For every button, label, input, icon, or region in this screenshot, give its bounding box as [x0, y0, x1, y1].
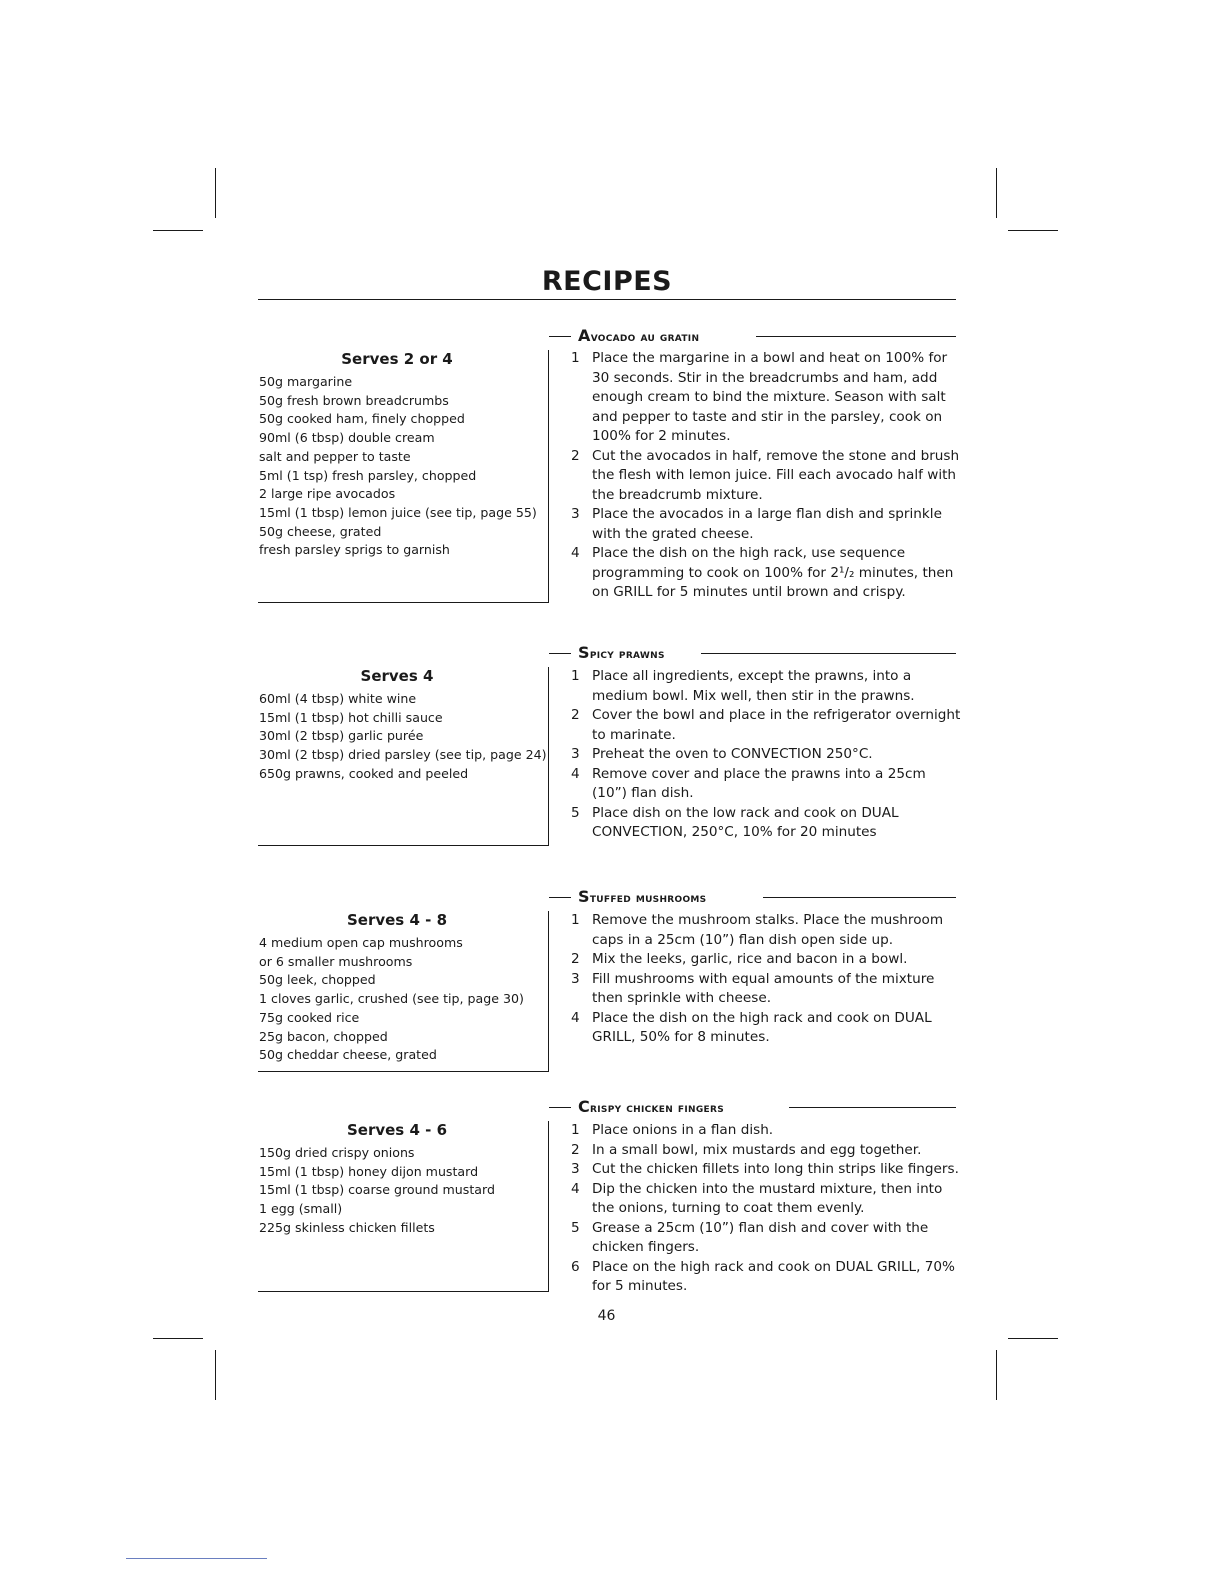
- ingredient: salt and pepper to taste: [259, 448, 411, 464]
- ingredient: 15ml (1 tbsp) coarse ground mustard: [259, 1182, 495, 1198]
- serves-label: Serves 4 - 6: [346, 1121, 448, 1139]
- method-step: 1 Place all ingredients, except the prawns, into a medium bowl. Mix well, then stir in the prawns.: [571, 668, 915, 704]
- ingredient: 25g bacon, chopped: [259, 1028, 388, 1044]
- ingredient: 50g leek, chopped: [259, 972, 376, 988]
- ingredient-list: [258, 690, 548, 784]
- method-step: 3 Fill mushrooms with equal amounts of the mixture then sprinkle with cheese.: [571, 970, 935, 1006]
- crop-mark: [153, 230, 203, 231]
- method-step: 4 Place the dish on the high rack, use sequence programming to cook on 100% for 2¹/₂ minutes, then on GRILL for 5 minutes until brown and crispy.: [571, 545, 954, 600]
- ingredient: 4 medium open cap mushrooms: [259, 935, 463, 950]
- recipe-title-bar: [549, 1097, 956, 1117]
- method-step: 6 Place on the high rack and cook on DUAL GRILL, 70% for 5 minutes.: [571, 1258, 955, 1294]
- ingredient: 15ml (1 tbsp) honey dijon mustard: [259, 1163, 479, 1179]
- serves-label: Serves 4: [360, 667, 434, 685]
- method-step: 2 Mix the leeks, garlic, rice and bacon in a bowl.: [571, 951, 908, 967]
- ingredient: 90ml (6 tbsp) double cream: [259, 430, 435, 446]
- ingredient-list: [258, 373, 548, 560]
- method-step: 3 Cut the chicken fillets into long thin strips like fingers.: [571, 1161, 959, 1177]
- ingredient: 75g cooked rice: [259, 1009, 360, 1025]
- ingredient: 15ml (1 tbsp) lemon juice (see tip, page 55): [259, 504, 537, 520]
- crop-mark: [153, 1338, 203, 1339]
- ingredient: 650g prawns, cooked and peeled: [259, 765, 469, 781]
- ingredient: 1 egg (small): [259, 1201, 343, 1217]
- ingredient: fresh parsley sprigs to garnish: [259, 542, 450, 558]
- crop-mark: [996, 168, 997, 218]
- ingredient: 225g skinless chicken fillets: [259, 1219, 435, 1235]
- recipe-title: Spicy prawns: [578, 643, 667, 665]
- ingredient: 50g cheddar cheese, grated: [259, 1047, 437, 1063]
- ingredient: 50g fresh brown breadcrumbs: [259, 392, 449, 408]
- ingredient: 50g margarine: [259, 374, 353, 389]
- recipe-title: Stuffed mushrooms: [578, 887, 708, 909]
- page-title: RECIPES: [541, 266, 673, 297]
- method-step: 4 Place the dish on the high rack and cook on DUAL GRILL, 50% for 8 minutes.: [571, 1009, 932, 1045]
- page-number: 46: [597, 1308, 616, 1324]
- title-rule: [258, 299, 956, 300]
- method-steps: [571, 1121, 963, 1297]
- ingredient: 50g cheese, grated: [259, 523, 382, 539]
- method-step: 2 Cut the avocados in half, remove the stone and brush the flesh with lemon juice. Fill each avocado half with the breadcrumb mixture.: [571, 447, 960, 503]
- ingredients-panel: [258, 350, 549, 603]
- crop-mark: [215, 168, 216, 218]
- recipe-title: Avocado au gratin: [578, 326, 701, 348]
- recipe-title-bar: [549, 643, 956, 663]
- method-step: 1 Place the margarine in a bowl and heat on 100% for 30 seconds. Stir in the breadcrumbs and ham, add enough cream to bind the mixture. Season with salt and pepper to taste and stir in the parsley, cook on 100% for 2 minutes.: [571, 350, 948, 444]
- ingredients-panel: [258, 667, 549, 846]
- method-step: 4 Dip the chicken into the mustard mixture, then into the onions, turning to coat them evenly.: [571, 1180, 943, 1216]
- method-step: 3 Place the avocados in a large flan dish and sprinkle with the grated cheese.: [571, 506, 942, 542]
- serves-label: Serves 2 or 4: [341, 350, 453, 368]
- method-step: 1 Place onions in a flan dish.: [571, 1122, 774, 1138]
- method-steps: [571, 911, 963, 1048]
- serves-label: Serves 4 - 8: [346, 911, 448, 929]
- footer-link-underline[interactable]: [126, 1558, 267, 1559]
- method-step: 1 Remove the mushroom stalks. Place the mushroom caps in a 25cm (10”) flan dish open side up.: [571, 912, 944, 948]
- ingredients-panel: [258, 1121, 549, 1292]
- crop-mark: [1008, 230, 1058, 231]
- method-steps: [571, 667, 963, 843]
- ingredient: 30ml (2 tbsp) dried parsley (see tip, page 24): [259, 747, 547, 763]
- recipe-title-bar: [549, 887, 956, 907]
- ingredient: 5ml (1 tsp) fresh parsley, chopped: [259, 467, 477, 483]
- ingredient: 2 large ripe avocados: [259, 486, 396, 502]
- crop-mark: [996, 1350, 997, 1400]
- ingredient: 15ml (1 tbsp) hot chilli sauce: [259, 709, 443, 725]
- ingredient: 1 cloves garlic, crushed (see tip, page 30): [259, 991, 524, 1007]
- ingredient-list: [258, 934, 548, 1065]
- recipe-title-bar: [549, 326, 956, 346]
- ingredient: 30ml (2 tbsp) garlic purée: [259, 728, 424, 744]
- method-steps: [571, 349, 963, 603]
- crop-mark: [1008, 1338, 1058, 1339]
- method-step: 3 Preheat the oven to CONVECTION 250°C.: [571, 746, 873, 762]
- method-step: 2 In a small bowl, mix mustards and egg together.: [571, 1141, 922, 1158]
- method-step: 4 Remove cover and place the prawns into a 25cm (10”) flan dish.: [571, 765, 926, 801]
- ingredients-panel: [258, 911, 549, 1072]
- method-step: 2 Cover the bowl and place in the refrigerator overnight to marinate.: [571, 707, 961, 743]
- method-step: 5 Place dish on the low rack and cook on DUAL CONVECTION, 250°C, 10% for 20 minutes: [571, 804, 899, 840]
- crop-mark: [215, 1350, 216, 1400]
- ingredient: 150g dried crispy onions: [259, 1145, 415, 1160]
- method-step: 5 Grease a 25cm (10”) flan dish and cover with the chicken fingers.: [571, 1219, 929, 1255]
- ingredient: or 6 smaller mushrooms: [259, 953, 413, 969]
- ingredient-list: [258, 1144, 548, 1238]
- recipe-title: Crispy chicken fingers: [578, 1097, 726, 1119]
- ingredient: 50g cooked ham, finely chopped: [259, 411, 465, 427]
- ingredient: 60ml (4 tbsp) white wine: [259, 691, 417, 706]
